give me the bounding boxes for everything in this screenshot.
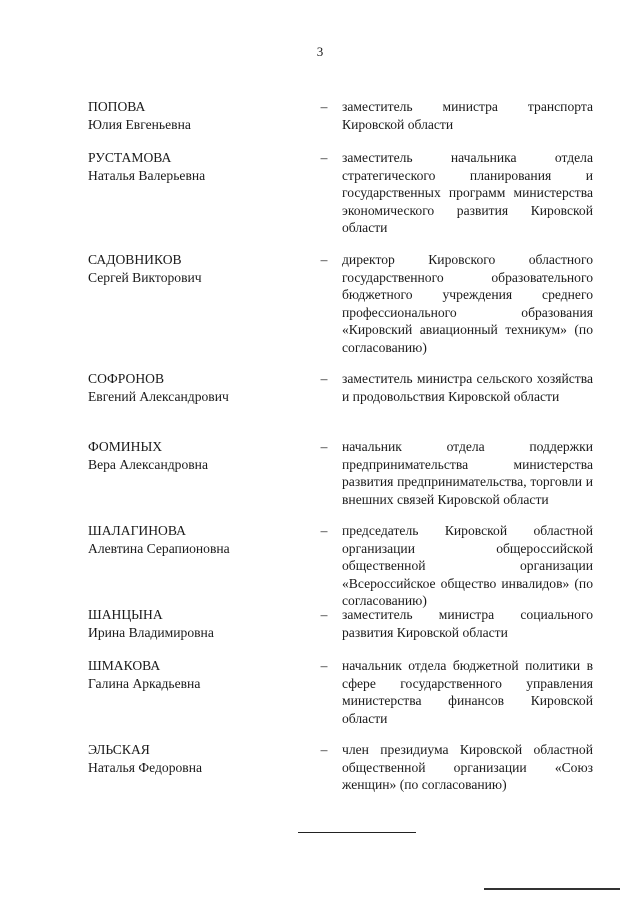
- page-number: 3: [316, 44, 324, 59]
- member-surname: ЭЛЬСКАЯ: [88, 742, 150, 757]
- member-surname: ШАЛАГИНОВА: [88, 523, 186, 538]
- member-given-name: Ирина Владимировна: [88, 624, 214, 640]
- member-given-name: Галина Аркадьевна: [88, 675, 201, 691]
- member-surname: САДОВНИКОВ: [88, 252, 182, 267]
- bottom-corner-rule: [484, 888, 620, 890]
- member-position: заместитель начальника отдела стратегического планирования и государственных программ министерства экономического развития Кировской области: [342, 150, 593, 236]
- separator-dash: –: [320, 99, 328, 114]
- member-name: [88, 741, 308, 776]
- separator-dash: –: [320, 439, 328, 454]
- member-position: начальник отдела бюджетной политики в сфере государственного управления министерства финансов Кировской области: [342, 658, 593, 726]
- member-surname: ФОМИНЫХ: [88, 439, 163, 454]
- member-name: [88, 149, 308, 184]
- member-position: директор Кировского областного государственного образовательного бюджетного учреждения среднего профессионального образования «Кировский авиационный техникум» (по согласованию): [342, 252, 593, 355]
- member-position: заместитель министра транспорта Кировской области: [342, 99, 593, 132]
- member-given-name: Вера Александровна: [88, 456, 208, 472]
- separator-dash: –: [320, 252, 328, 267]
- member-position: начальник отдела поддержки предпринимательства министерства развития предпринимательства, торговли и внешних связей Кировской области: [342, 439, 593, 507]
- member-surname: ШМАКОВА: [88, 658, 161, 673]
- member-name: [88, 657, 308, 692]
- member-name: [88, 370, 308, 405]
- member-name: [88, 98, 308, 133]
- member-name: [88, 251, 308, 286]
- separator-dash: –: [320, 607, 328, 622]
- separator-dash: –: [320, 371, 328, 386]
- member-given-name: Евгений Александрович: [88, 388, 229, 404]
- separator-dash: –: [320, 523, 328, 538]
- separator-dash: –: [320, 658, 328, 673]
- member-surname: ШАНЦЫНА: [88, 607, 163, 622]
- member-name: [88, 522, 308, 557]
- member-given-name: Наталья Федоровна: [88, 759, 203, 775]
- member-surname: СОФРОНОВ: [88, 371, 165, 386]
- end-of-list-rule: [298, 832, 416, 833]
- member-name: [88, 606, 308, 641]
- member-position: заместитель министра социального развития Кировской области: [342, 607, 593, 640]
- member-given-name: Юлия Евгеньевна: [88, 116, 191, 132]
- member-given-name: Алевтина Серапионовна: [88, 540, 230, 556]
- member-given-name: Наталья Валерьевна: [88, 167, 206, 183]
- member-position: член президиума Кировской областной общественной организации «Союз женщин» (по согласованию): [342, 742, 593, 793]
- member-surname: ПОПОВА: [88, 99, 146, 114]
- member-name: [88, 438, 308, 473]
- member-position: заместитель министра сельского хозяйства и продовольствия Кировской области: [342, 371, 593, 404]
- separator-dash: –: [320, 150, 328, 165]
- member-given-name: Сергей Викторович: [88, 269, 202, 285]
- member-surname: РУСТАМОВА: [88, 150, 172, 165]
- member-position: председатель Кировской областной организации общероссийской общественной организации «Всероссийское общество инвалидов» (по согласованию): [342, 523, 593, 609]
- separator-dash: –: [320, 742, 328, 757]
